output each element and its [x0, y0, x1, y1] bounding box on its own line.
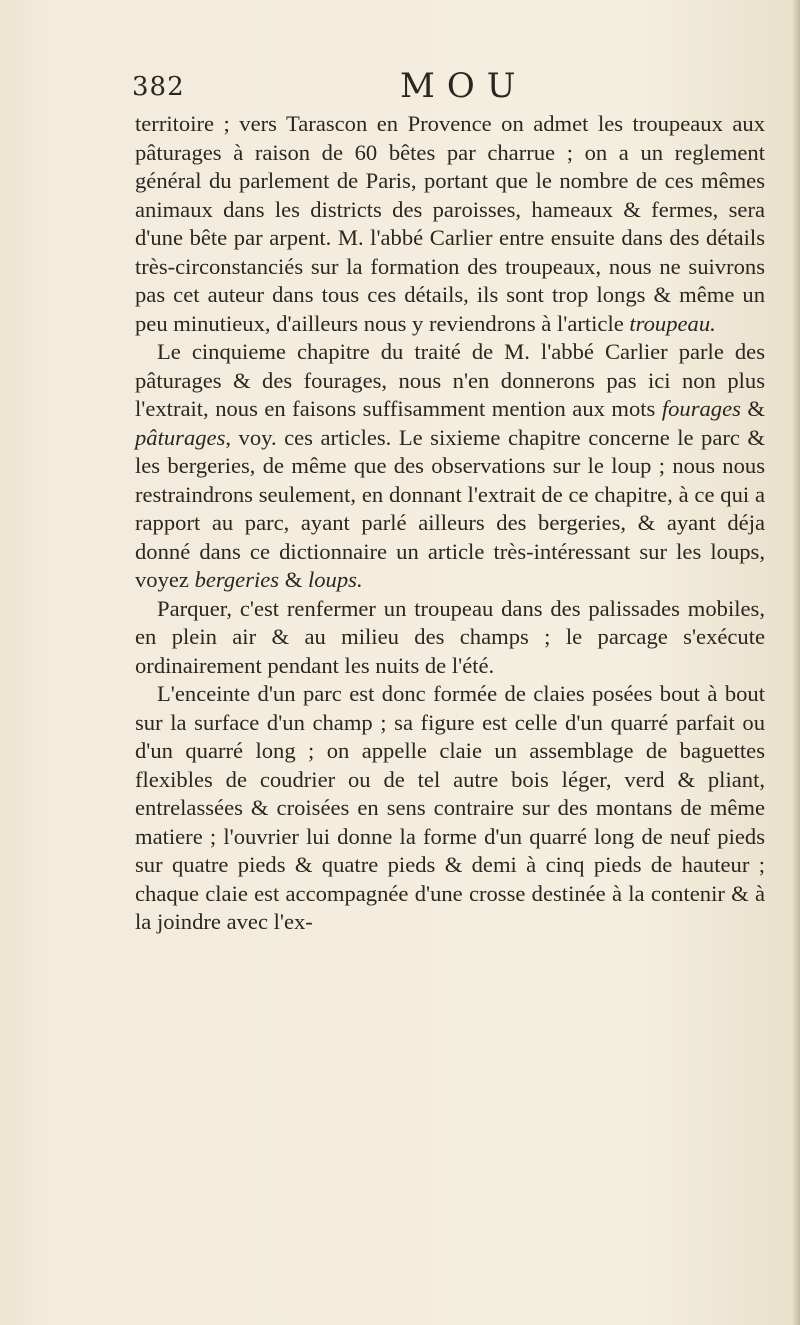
text-run: L'enceinte d'un parc est donc formée de claies posées bout à bout sur la surface d'un champ ; sa figure est celle d'un quarré parfait ou d'un quarré long ; on appelle claie un assemblage de baguettes flexibles de coudrier ou de tel autre bois léger, verd & pliant, entrelassées & croisées en sens contraire sur des montans de même matiere ; l'ouvrier lui donne la forme d'un quarré long de neuf pieds sur quatre pieds & quatre pieds & demi à cinq pieds de hauteur ; chaque claie est accompagnée d'une crosse destinée à la contenir & à la joindre avec l'ex-: [135, 681, 765, 934]
text-run: &: [279, 567, 308, 592]
italic-text: troupeau.: [629, 310, 716, 336]
text-run: , voy. ces articles. Le sixieme chapitre concerne le parc & les bergeries, de même que des observations sur le loup ; nous nous restraindrons seulement, en donnant l'extrait de ce chapitre, à ce qui a rapport au parc, ayant parlé ailleurs des bergeries, & ayant déja donné dans ce dictionnaire un article très-intéressant sur les loups, voyez: [135, 424, 765, 592]
page-header: [122, 64, 762, 108]
paragraph: [135, 110, 765, 338]
paragraph: [135, 680, 765, 937]
text-run: territoire ; vers Tarascon en Provence on admet les troupeaux aux pâturages à raison de 60 bêtes par charrue ; on a un reglement général du parlement de Paris, portant que le nombre de ces mêmes animaux dans les districts des paroisses, hameaux & fermes, sera d'une bête par arpent. M. l'abbé Carlier entre ensuite dans des détails très-circonstanciés sur la formation des troupeaux, nous ne suivrons pas cet auteur dans tous ces détails, ils sont trop longs & même un peu minutieux, d'ailleurs nous y reviendrons à l'article: [135, 111, 765, 336]
text-run: Le cinquieme chapitre du traité de M. l'abbé Carlier parle des pâturages & des fourages, nous n'en donnerons pas ici non plus l'extrait, nous en faisons suffisamment mention aux mots: [135, 339, 765, 421]
text-run: Parquer, c'est renfermer un troupeau dans des palissades mobiles, en plein air & au milieu des champs ; le parcage s'exécute ordinairement pendant les nuits de l'été.: [135, 595, 765, 678]
page-edge-shadow: [792, 0, 800, 1325]
italic-text: fourages: [661, 396, 741, 421]
italic-text: bergeries: [194, 567, 280, 592]
paragraph: [135, 595, 765, 681]
page-body: [135, 110, 765, 937]
running-head: MOU: [400, 66, 528, 106]
page-number: 382: [132, 72, 185, 102]
italic-text: loups.: [307, 567, 363, 592]
paragraph: [135, 338, 765, 595]
italic-text: pâturages: [135, 424, 226, 450]
text-run: &: [740, 396, 765, 421]
